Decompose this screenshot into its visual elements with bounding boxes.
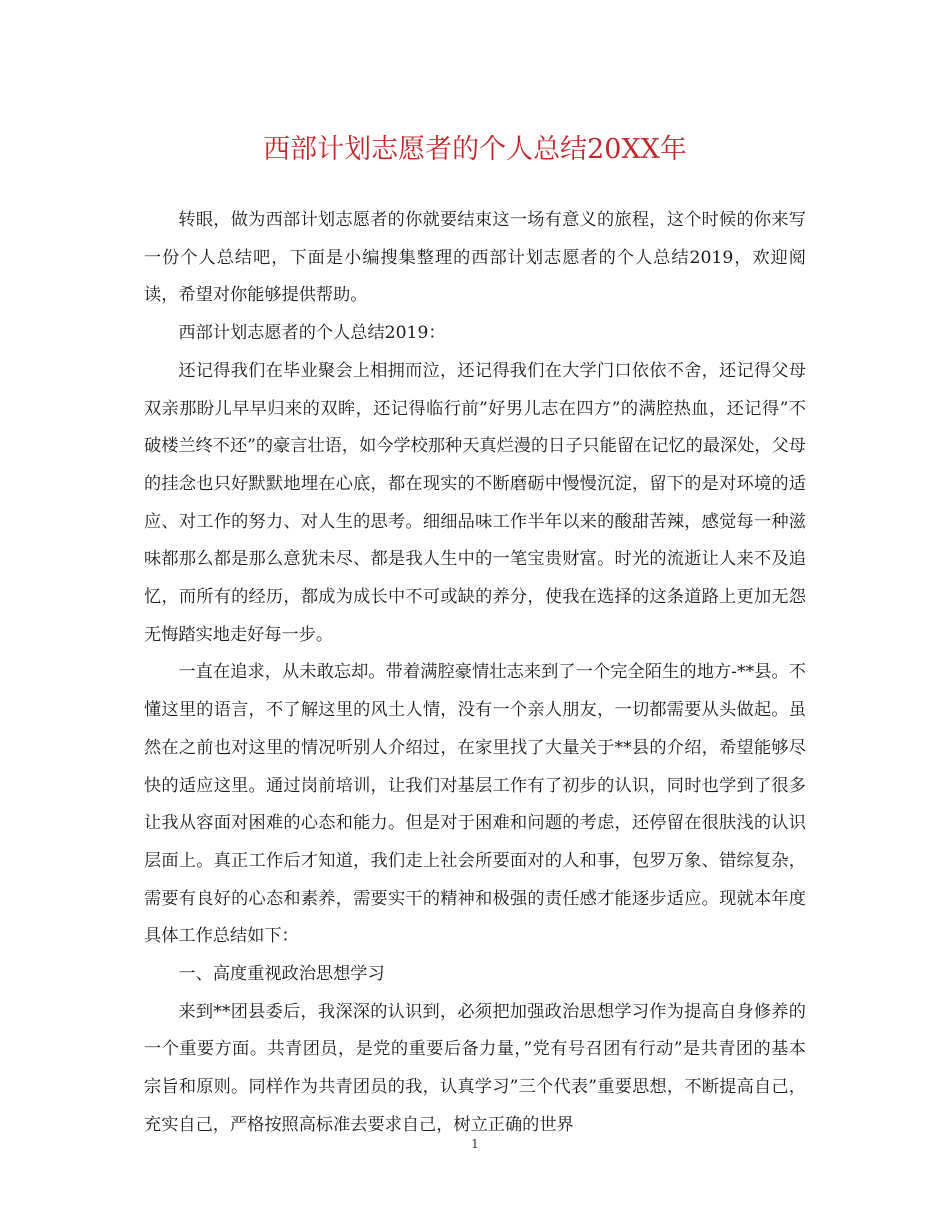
paragraph-political-study: 来到**团县委后，我深深的认识到，必须把加强政治思想学习作为提高自身修养的一个重要方面。共青团员，是党的重要后备力量，”党有号召团有行动”是共青团的基本宗旨和原则。同样作为共青团员的我，认真学习”三个代表”重要思想，不断提高自己，充实自己，严格按照高标准去要求自己，树立正确的世界 (144, 1001, 806, 1135)
document-body (144, 202, 806, 1145)
paragraph-arrival: 一直在追求，从未敢忘却。带着满腔豪情壮志来到了一个完全陌生的地方-**县。不懂这里的语言，不了解这里的风土人情，没有一个亲人朋友，一切都需要从头做起。虽然在之前也对这里的情况听别人介绍过，在家里找了大量关于**县的介绍，希望能够尽快的适应这里。通过岗前培训，让我们对基层工作有了初步的认识，同时也学到了很多让我从容面对困难的心态和能力。但是对于困难和问题的考虑，还停留在很肤浅的认识层面上。真正工作后才知道，我们走上社会所要面对的人和事，包罗万象、错综复杂，需要有良好的心态和素养，需要实干的精神和极强的责任感才能逐步适应。现就本年度具体工作总结如下： (144, 662, 806, 947)
paragraph-intro: 转眼，做为西部计划志愿者的你就要结束这一场有意义的旅程，这个时候的你来写一份个人总结吧，下面是小编搜集整理的西部计划志愿者的个人总结2019，欢迎阅读，希望对你能够提供帮助。 (144, 210, 806, 306)
paragraph-memories: 还记得我们在毕业聚会上相拥而泣，还记得我们在大学门口依依不舍，还记得父母双亲那盼儿早早归来的双眸，还记得临行前”好男儿志在四方”的满腔热血，还记得”不破楼兰终不还”的豪言壮语，如今学校那种天真烂漫的日子只能留在记忆的最深处，父母的挂念也只好默默地埋在心底，都在现实的不断磨砺中慢慢沉淀，留下的是对环境的适应、对工作的努力、对人生的思考。细细品味工作半年以来的酸甜苦辣，感觉每一种滋味都那么都是那么意犹未尽、都是我人生中的一笔宝贵财富。时光的流逝让人来不及追忆，而所有的经历，都成为成长中不可或缺的养分，使我在选择的这条道路上更加无怨无悔踏实地走好每一步。 (144, 360, 806, 645)
page-number: 1 (471, 1137, 479, 1151)
document-title: 西部计划志愿者的个人总结20XX年 (263, 134, 687, 165)
section-heading-1: 一、高度重视政治思想学习 (178, 964, 385, 985)
paragraph-subtitle: 西部计划志愿者的个人总结2019： (178, 323, 446, 344)
